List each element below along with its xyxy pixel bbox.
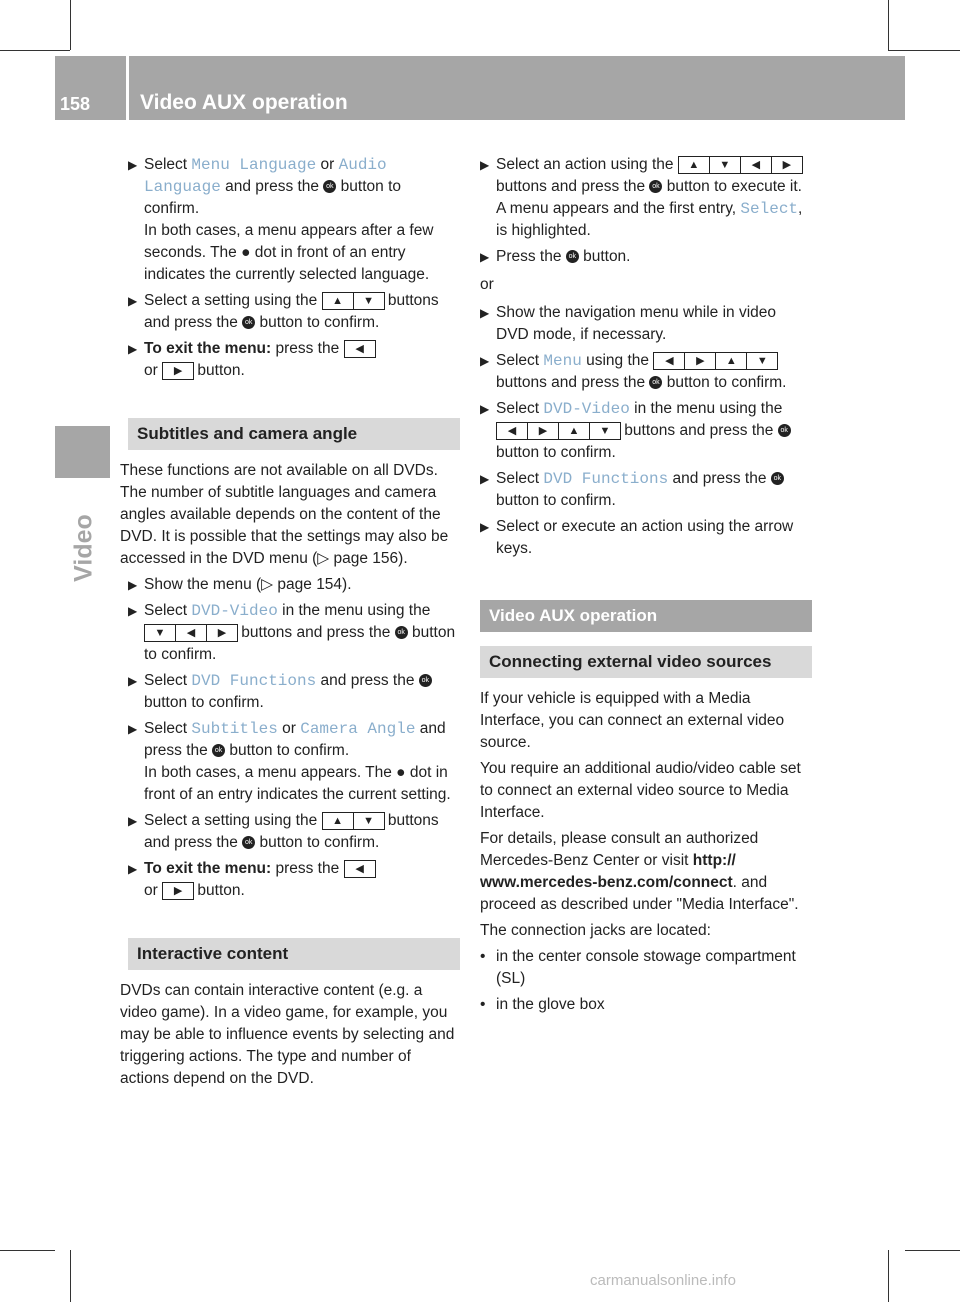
chapter-label: Video xyxy=(69,514,98,582)
right-column xyxy=(480,154,812,1020)
left-key-icon: ◀ xyxy=(740,156,772,174)
ok-button-icon: ok xyxy=(323,180,336,193)
watermark: carmanualsonline.info xyxy=(590,1272,736,1289)
up-key-icon: ▲ xyxy=(678,156,710,174)
section-heading: Subtitles and camera angle xyxy=(128,418,460,450)
crop-mark xyxy=(888,50,960,51)
step: ▶ Select DVD-Video in the menu using the ▼ ◀ ▶ buttons and press the ok button to confirm. xyxy=(128,602,456,663)
crop-mark xyxy=(0,50,70,51)
step: ▶ Select Menu using the ◀ ▶ ▲ ▼ buttons and press the ok button to confirm. xyxy=(480,352,787,391)
step: ▶ Select DVD Functions and press the ok button to confirm. xyxy=(480,468,812,512)
left-key-icon: ◀ xyxy=(653,352,685,370)
paragraph: or xyxy=(480,276,494,293)
step: ▶ Show the navigation menu while in video DVD mode, if necessary. xyxy=(480,304,777,343)
left-key-icon: ◀ xyxy=(175,624,207,642)
down-key-icon: ▼ xyxy=(144,624,176,642)
step: ▶ To exit the menu: press the ◀ or ▶ button. xyxy=(128,858,460,902)
step: ▶ Select Subtitles or Camera Angle and press the ok button to confirm. In both cases, a menu appears. The ● dot in front of an entry indicates the current setting. xyxy=(128,720,451,803)
ok-button-icon: ok xyxy=(566,250,579,263)
crop-mark xyxy=(888,0,889,50)
down-key-icon: ▼ xyxy=(353,292,385,310)
right-key-icon: ▶ xyxy=(771,156,803,174)
down-key-icon: ▼ xyxy=(709,156,741,174)
down-key-icon: ▼ xyxy=(746,352,778,370)
crop-mark xyxy=(70,0,71,50)
section-heading: Connecting external video sources xyxy=(480,646,812,678)
ok-button-icon: ok xyxy=(395,626,408,639)
step: ▶ Select or execute an action using the arrow keys. xyxy=(480,518,794,557)
ok-button-icon: ok xyxy=(771,472,784,485)
paragraph: For details, please consult an authorized Mercedes-Benz Center or visit http:// www.mercedes-benz.com/connect. and proceed as described under "Media Interface". xyxy=(480,830,799,913)
left-key-icon: ◀ xyxy=(344,860,376,878)
paragraph: If your vehicle is equipped with a Media Interface, you can connect an external video source. xyxy=(480,690,785,751)
right-key-icon: ▶ xyxy=(527,422,559,440)
ok-button-icon: ok xyxy=(649,180,662,193)
step: ▶ Select a setting using the ▲ ▼ buttons and press the ok button to confirm. xyxy=(128,812,439,851)
crop-mark xyxy=(70,1250,71,1302)
up-key-icon: ▲ xyxy=(715,352,747,370)
crop-mark xyxy=(0,1250,55,1251)
section-heading-main: Video AUX operation xyxy=(480,600,812,632)
list-item: • in the glove box xyxy=(480,996,605,1013)
ok-button-icon: ok xyxy=(649,376,662,389)
ok-button-icon: ok xyxy=(419,674,432,687)
left-key-icon: ◀ xyxy=(344,340,376,358)
paragraph: The connection jacks are located: xyxy=(480,922,711,939)
crop-mark xyxy=(905,1250,960,1251)
paragraph: DVDs can contain interactive content (e.g. a video game). In a video game, for example, you may be able to influence events by selecting and triggering actions. The type and number of actions depend on the DVD. xyxy=(120,982,455,1087)
ok-button-icon: ok xyxy=(242,836,255,849)
step: ▶ To exit the menu: press the ◀ or ▶ button. xyxy=(128,338,460,382)
left-column xyxy=(120,154,460,1094)
up-key-icon: ▲ xyxy=(322,812,354,830)
connect-link[interactable]: http:// www.mercedes-benz.com/connect xyxy=(480,852,736,891)
down-key-icon: ▼ xyxy=(353,812,385,830)
section-heading: Interactive content xyxy=(128,938,460,970)
down-key-icon: ▼ xyxy=(589,422,621,440)
right-key-icon: ▶ xyxy=(684,352,716,370)
header-divider xyxy=(126,56,129,120)
right-key-icon: ▶ xyxy=(162,362,194,380)
up-key-icon: ▲ xyxy=(558,422,590,440)
step: ▶ Select an action using the ▲ ▼ ◀ ▶ buttons and press the ok button to execute it. A menu appears and the first entry, Select, is highlighted. xyxy=(480,156,803,239)
up-key-icon: ▲ xyxy=(322,292,354,310)
ok-button-icon: ok xyxy=(778,424,791,437)
step: ▶ Select DVD-Video in the menu using the ◀ ▶ ▲ ▼ buttons and press the ok button to confirm. xyxy=(480,398,812,464)
right-key-icon: ▶ xyxy=(206,624,238,642)
chapter-tab xyxy=(55,426,110,478)
step: ▶ Show the menu (▷ page 154). xyxy=(128,576,352,593)
step: ▶ Select DVD Functions and press the ok button to confirm. xyxy=(128,670,460,714)
ok-button-icon: ok xyxy=(212,744,225,757)
page-title: Video AUX operation xyxy=(140,91,348,114)
paragraph: You require an additional audio/video cable set to connect an external video source to Media Interface. xyxy=(480,760,801,821)
page-number: 158 xyxy=(60,94,91,114)
left-key-icon: ◀ xyxy=(496,422,528,440)
paragraph: These functions are not available on all DVDs. The number of subtitle languages and camera angles available depends on the content of the DVD. It is possible that the settings may also be accessed in the DVD menu (▷ page 156). xyxy=(120,462,449,567)
right-key-icon: ▶ xyxy=(162,882,194,900)
ok-button-icon: ok xyxy=(242,316,255,329)
step: ▶ Press the ok button. xyxy=(480,248,631,265)
crop-mark xyxy=(888,1250,889,1302)
step: ▶ Select Menu Language or Audio Language and press the ok button to confirm. In both cases, a menu appears after a few seconds. The ● dot in front of an entry indicates the currently selected language. xyxy=(128,156,434,283)
step: ▶ Select a setting using the ▲ ▼ buttons and press the ok button to confirm. xyxy=(128,292,439,331)
list-item: • in the center console stowage compartment (SL) xyxy=(480,948,796,987)
